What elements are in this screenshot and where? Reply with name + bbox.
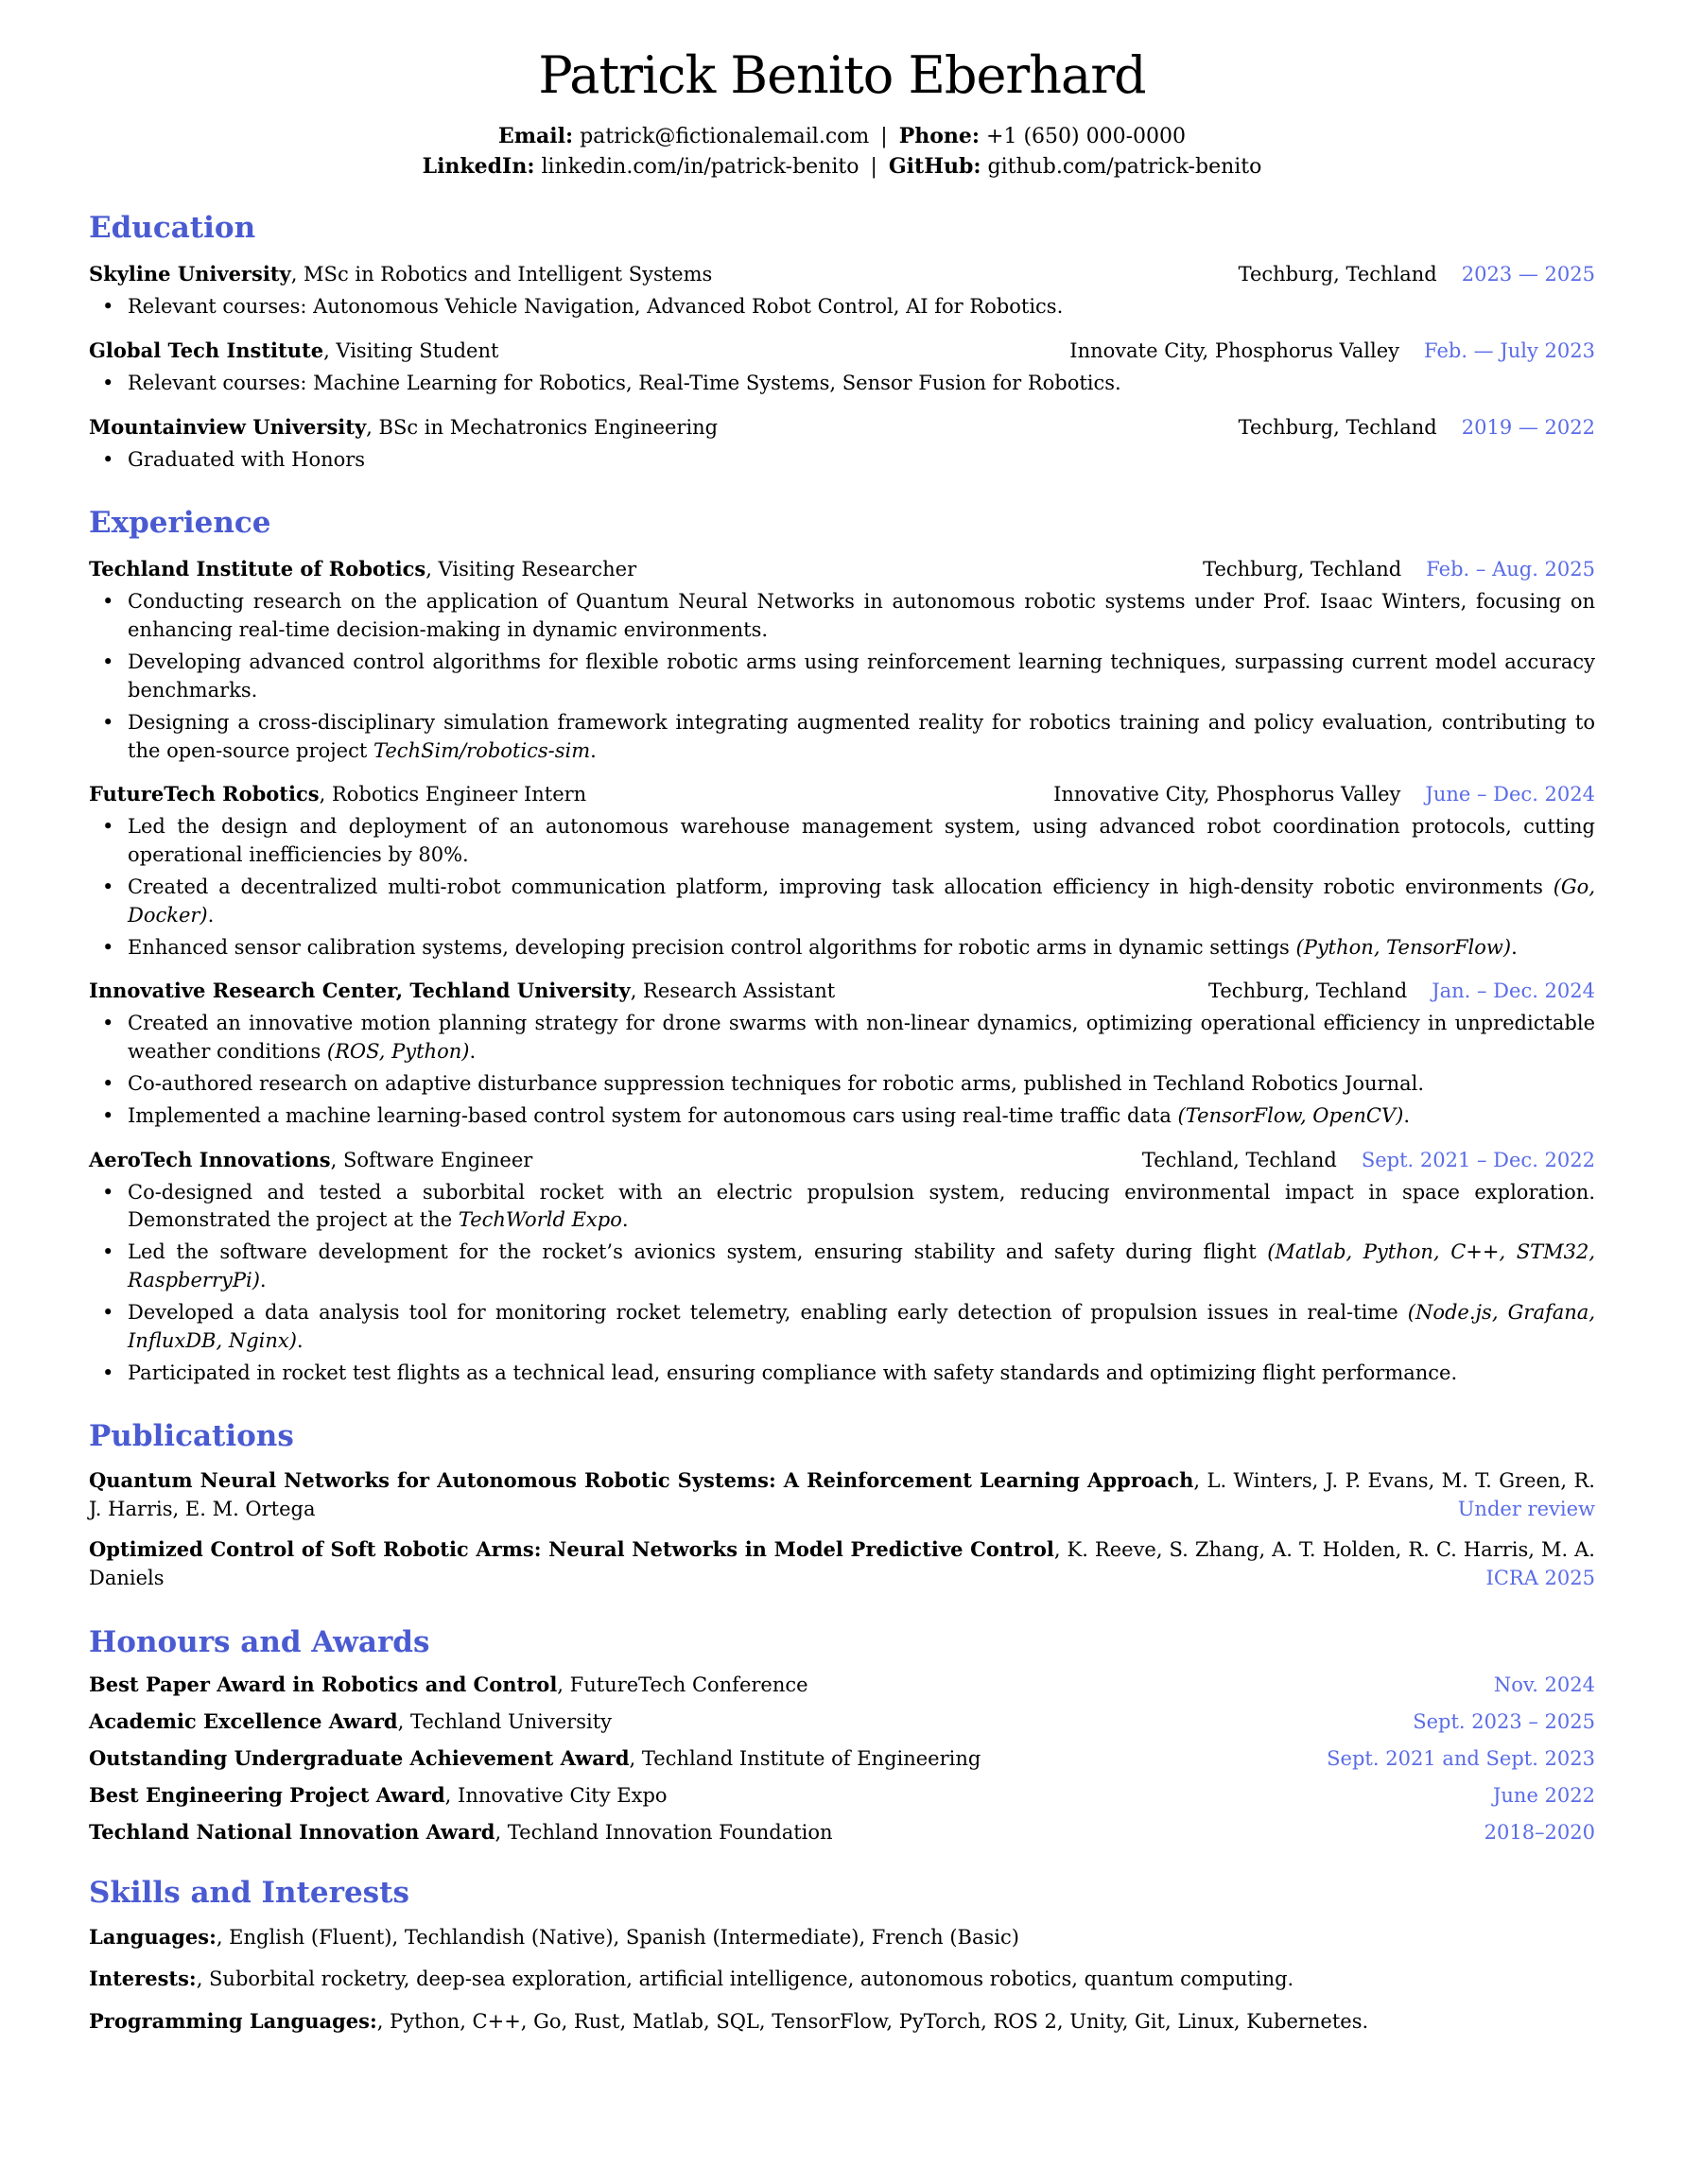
entry-role: , Research Assistant: [630, 979, 836, 1003]
section-title-skills: Skills and Interests: [89, 1875, 409, 1910]
entry-date: Sept. 2021 – Dec. 2022: [1361, 1148, 1595, 1171]
publication-title: Optimized Control of Soft Robotic Arms: Neural Networks in Model Predictive Control: [89, 1536, 1054, 1561]
section-title-education: Education: [89, 211, 256, 245]
bullet-text: Developing advanced control algorithms for flexible robotic arms using reinforcement learning techniques, surpassing current model accuracy benchmarks.: [128, 650, 1595, 702]
bullet-italic: TechWorld Expo: [458, 1208, 622, 1232]
entry-meta: [1050, 339, 1595, 362]
publication-status: Under review: [1457, 1498, 1595, 1521]
bullet-item: [102, 1360, 1595, 1388]
award-date: Sept. 2021 and Sept. 2023: [1327, 1746, 1595, 1770]
bullet-item: [102, 1010, 1595, 1066]
bullet-tail: .: [207, 903, 215, 927]
entry-institution: Mountainview University: [89, 414, 367, 439]
entry-bullets: [89, 446, 1595, 475]
award-title-line: [89, 1709, 612, 1733]
entry-location: Techburg, Techland: [1203, 558, 1402, 581]
contact-separator: |: [880, 125, 888, 148]
bullet-text: Co-designed and tested a suborbital rocket with an electric propulsion system, reducing environmental impact in space exploration. Demonstrated the project at the: [128, 1180, 1595, 1232]
bullet-item: [102, 649, 1595, 705]
publication-authors: , L. Winters, J. P. Evans, M. T. Green, R. J. Harris, E. M. Ortega: [89, 1469, 1595, 1521]
bullet-item: [102, 588, 1595, 645]
bullet-tail: .: [259, 1269, 267, 1292]
entry-location: Techburg, Techland: [1238, 263, 1437, 286]
experience-entry: [89, 1148, 1595, 1388]
bullet-tail: .: [1511, 935, 1518, 959]
bullet-text: Relevant courses: Machine Learning for Robotics, Real-Time Systems, Sensor Fusion for Robotics.: [128, 371, 1121, 394]
github-value[interactable]: github.com/patrick-benito: [987, 155, 1262, 179]
award-org: , Techland Institute of Engineering: [629, 1746, 981, 1770]
award-row: [89, 1783, 1595, 1807]
bullet-item: [102, 709, 1595, 766]
bullet-text: Led the software development for the rocket’s avionics system, ensuring stability and safety during flight: [128, 1240, 1268, 1264]
skill-label: Interests:: [89, 1967, 197, 1991]
award-org: , Techland University: [397, 1709, 613, 1733]
entry-title: [89, 557, 636, 581]
award-date: 2018–2020: [1484, 1820, 1595, 1844]
publication-authors: , K. Reeve, S. Zhang, A. T. Holden, R. C. Harris, M. A. Daniels: [89, 1537, 1595, 1589]
bullet-item: [102, 874, 1595, 930]
education-entry: [89, 262, 1595, 321]
bullet-item: [102, 1102, 1595, 1131]
experience-entry: [89, 979, 1595, 1130]
skill-row: [89, 1923, 1595, 1952]
contact-line-1: [89, 124, 1595, 148]
award-row: [89, 1673, 1595, 1696]
entry-meta: [1034, 783, 1595, 806]
skill-row: [89, 1965, 1595, 1994]
skill-text: , Python, C++, Go, Rust, Matlab, SQL, TensorFlow, PyTorch, ROS 2, Unity, Git, Linux, Kubernetes.: [376, 2010, 1369, 2034]
bullet-item: [102, 813, 1595, 870]
entry-head: [89, 979, 1595, 1002]
bullet-italic: (TensorFlow, OpenCV): [1177, 1103, 1404, 1127]
education-entry: [89, 415, 1595, 475]
entry-institution: Skyline University: [89, 262, 291, 286]
publication-item: [89, 1535, 1595, 1593]
bullet-italic: (Python, TensorFlow): [1295, 935, 1512, 959]
award-title: Academic Excellence Award: [89, 1708, 398, 1733]
person-name: Patrick Benito Eberhard: [538, 45, 1146, 105]
bullet-tail: .: [621, 1208, 629, 1232]
entry-meta: [1220, 416, 1595, 439]
bullet-tail: .: [296, 1328, 304, 1352]
bullet-text: Created a decentralized multi-robot communication platform, improving task allocation efficiency in high-density robotic environments: [128, 875, 1554, 898]
bullet-tail: .: [1403, 1103, 1411, 1127]
section-title-honours: Honours and Awards: [89, 1624, 430, 1659]
entry-role: , Robotics Engineer Intern: [319, 783, 587, 806]
bullet-tail: .: [469, 1040, 477, 1064]
award-row: [89, 1820, 1595, 1844]
award-date: June 2022: [1492, 1783, 1595, 1807]
award-title: Best Engineering Project Award: [89, 1782, 445, 1807]
bullet-text: Implemented a machine learning-based control system for autonomous cars using real-time traffic data: [128, 1103, 1178, 1127]
entry-date: June – Dec. 2024: [1425, 783, 1595, 806]
award-title: Outstanding Undergraduate Achievement Award: [89, 1745, 630, 1770]
bullet-item: [102, 1179, 1595, 1236]
entry-meta: [1189, 979, 1595, 1002]
entry-bullets: [89, 370, 1595, 398]
publication-title: Quantum Neural Networks for Autonomous Robotic Systems: A Reinforcement Learning Approach: [89, 1468, 1194, 1493]
email-label: Email:: [497, 124, 574, 148]
entry-date: 2019 — 2022: [1461, 415, 1595, 439]
award-org: , FutureTech Conference: [557, 1673, 808, 1696]
entry-title: [89, 338, 498, 362]
entry-company: Innovative Research Center, Techland University: [89, 979, 631, 1003]
entry-bullets: [89, 588, 1595, 765]
entry-title: [89, 262, 712, 286]
entry-head: [89, 557, 1595, 581]
entry-location: Innovate City, Phosphorus Valley: [1069, 338, 1400, 362]
award-date: Nov. 2024: [1493, 1673, 1595, 1696]
entry-head: [89, 338, 1595, 362]
entry-meta: [1220, 263, 1595, 286]
bullet-text: Created an innovative motion planning strategy for drone swarms with non-linear dynamics, optimizing operational efficiency in unpredictable weather conditions: [128, 1012, 1595, 1064]
entry-meta: [1123, 1149, 1595, 1171]
bullet-item: [102, 1070, 1595, 1099]
award-row: [89, 1709, 1595, 1733]
award-title-line: [89, 1673, 808, 1696]
bullet-text: Co-authored research on adaptive disturbance suppression techniques for robotic arms, published in Techland Robotics Journal.: [128, 1072, 1425, 1095]
publication-item: [89, 1466, 1595, 1524]
entry-degree: , BSc in Mechatronics Engineering: [366, 415, 719, 439]
award-org: , Innovative City Expo: [444, 1783, 668, 1807]
experience-entry: [89, 557, 1595, 765]
bullet-text: Designing a cross-disciplinary simulation framework integrating augmented reality for robotics training and policy evaluation, contributing to the open-source project: [128, 710, 1595, 762]
entry-date: Feb. — July 2023: [1424, 338, 1595, 362]
bullet-text: Relevant courses: Autonomous Vehicle Navigation, Advanced Robot Control, AI for Robotics.: [128, 295, 1064, 318]
award-title-line: [89, 1746, 981, 1770]
entry-date: Jan. – Dec. 2024: [1432, 979, 1595, 1003]
entry-bullets: [89, 1179, 1595, 1388]
entry-date: 2023 — 2025: [1461, 263, 1595, 286]
bullet-item: [102, 293, 1595, 321]
entry-location: Innovative City, Phosphorus Valley: [1053, 783, 1401, 806]
entry-role: , Visiting Researcher: [425, 558, 637, 581]
entry-head: [89, 262, 1595, 286]
entry-meta: [1184, 558, 1595, 581]
linkedin-value[interactable]: linkedin.com/in/patrick-benito: [541, 155, 859, 179]
entry-date: Feb. – Aug. 2025: [1426, 558, 1595, 581]
entry-title: [89, 979, 835, 1002]
education-entry: [89, 338, 1595, 398]
bullet-item: [102, 934, 1595, 962]
contact-line-2: [89, 154, 1595, 179]
entry-degree: , Visiting Student: [323, 338, 499, 362]
bullet-item: [102, 446, 1595, 475]
bullet-text: Developed a data analysis tool for monitoring rocket telemetry, enabling early detection of propulsion issues in real-time: [128, 1300, 1408, 1324]
entry-title: [89, 1148, 532, 1171]
bullet-italic: (Matlab, Python, C++, STM32, RaspberryPi): [128, 1240, 1595, 1292]
experience-entry: [89, 782, 1595, 962]
bullet-text: Conducting research on the application of Quantum Neural Networks in autonomous robotic systems under Prof. Isaac Winters, focusing on enhancing real-time decision-making in dynamic environments.: [128, 590, 1595, 642]
bullet-item: [102, 370, 1595, 398]
section-title-experience: Experience: [89, 506, 271, 541]
skill-text: , Suborbital rocketry, deep-sea exploration, artificial intelligence, autonomous robotics, quantum computing.: [196, 1967, 1294, 1991]
entry-bullets: [89, 1010, 1595, 1130]
phone-value: +1 (650) 000-0000: [986, 125, 1187, 148]
bullet-italic: TechSim/robotics-sim: [373, 738, 591, 762]
entry-title: [89, 782, 586, 806]
publication-status: ICRA 2025: [1485, 1566, 1595, 1589]
entry-head: [89, 1148, 1595, 1171]
award-row: [89, 1746, 1595, 1770]
bullet-italic: (Node.js, Grafana, InfluxDB, Nginx): [128, 1300, 1595, 1352]
entry-company: FutureTech Robotics: [89, 782, 320, 806]
contact-separator: |: [870, 155, 877, 179]
entry-head: [89, 415, 1595, 439]
entry-company: Techland Institute of Robotics: [89, 557, 426, 581]
entry-bullets: [89, 813, 1595, 962]
github-label: GitHub:: [888, 154, 981, 179]
phone-label: Phone:: [898, 124, 981, 148]
entry-role: , Software Engineer: [330, 1148, 533, 1171]
entry-location: Techburg, Techland: [1208, 979, 1408, 1003]
award-title: Techland National Innovation Award: [89, 1819, 495, 1844]
skill-label: Languages:: [89, 1924, 217, 1949]
entry-title: [89, 415, 718, 439]
skill-text: , English (Fluent), Techlandish (Native), Spanish (Intermediate), French (Basic): [216, 1925, 1019, 1949]
bullet-text: Enhanced sensor calibration systems, developing precision control algorithms for robotic arms in dynamic settings: [128, 935, 1296, 959]
award-title: Best Paper Award in Robotics and Control: [89, 1672, 558, 1696]
bullet-text: Led the design and deployment of an autonomous warehouse management system, using advanced robot coordination protocols, cutting operational inefficiencies by 80%.: [128, 815, 1595, 867]
bullet-item: [102, 1299, 1595, 1356]
entry-location: Techburg, Techland: [1238, 415, 1437, 439]
entry-location: Techland, Techland: [1141, 1148, 1337, 1171]
bullet-item: [102, 1239, 1595, 1295]
skill-row: [89, 2007, 1595, 2037]
bullet-text: Graduated with Honors: [128, 447, 366, 471]
linkedin-label: LinkedIn:: [422, 154, 535, 179]
entry-head: [89, 782, 1595, 806]
entry-institution: Global Tech Institute: [89, 338, 324, 362]
entry-company: AeroTech Innovations: [89, 1147, 331, 1171]
entry-bullets: [89, 293, 1595, 321]
section-title-publications: Publications: [89, 1419, 294, 1454]
email-value[interactable]: patrick@fictionalemail.com: [580, 125, 870, 148]
award-org: , Techland Innovation Foundation: [495, 1820, 833, 1844]
entry-degree: , MSc in Robotics and Intelligent Systems: [290, 263, 713, 286]
bullet-italic: (Go, Docker): [128, 875, 1595, 927]
bullet-italic: (ROS, Python): [326, 1040, 470, 1064]
bullet-text: Participated in rocket test flights as a technical lead, ensuring compliance with safety standards and optimizing flight performance.: [128, 1361, 1458, 1384]
award-date: Sept. 2023 – 2025: [1413, 1709, 1595, 1733]
award-title-line: [89, 1783, 668, 1807]
skill-label: Programming Languages:: [89, 2009, 377, 2034]
award-title-line: [89, 1820, 833, 1844]
bullet-tail: .: [590, 738, 597, 762]
